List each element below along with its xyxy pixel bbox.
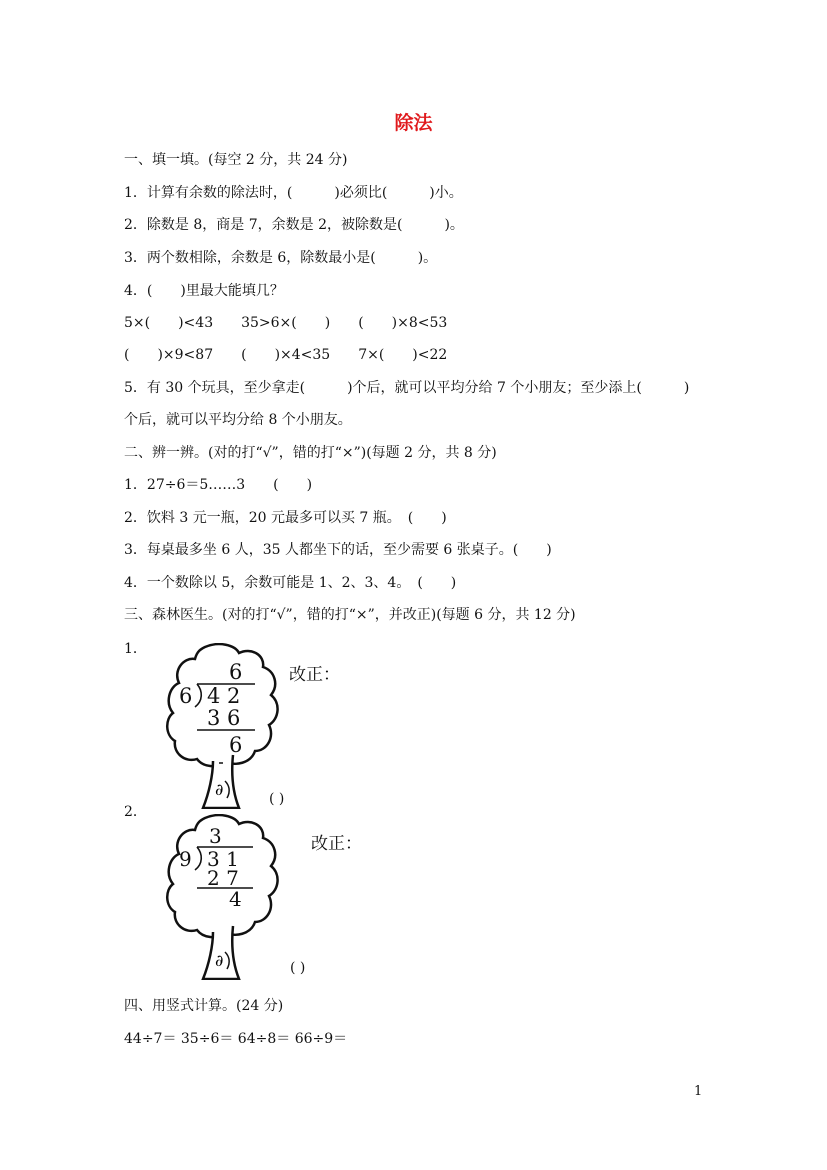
quotient: 6 <box>229 660 243 684</box>
section-2-heading: 二、辨一辨。(对的打“√”，错的打“×”)(每题 2 分，共 8 分) <box>124 445 497 461</box>
question-1-1: 1．计算有余数的除法时，( )必须比( )小。 <box>124 185 463 201</box>
remainder: 4 <box>229 887 242 911</box>
question-1-3: 3．两个数相除，余数是 6，除数最小是( )。 <box>124 250 438 266</box>
question-2-1: 1．27÷6＝5……3 ( ) <box>124 477 313 493</box>
remainder: 6 <box>229 733 243 757</box>
vertical-calc-problems: 44÷7＝ 35÷6＝ 64÷8＝ 66÷9＝ <box>124 1031 348 1047</box>
question-1-4: 4．( )里最大能填几？ <box>124 283 284 299</box>
question-1-5: 5．有 30 个玩具，至少拿走( )个后，就可以平均分给 7 个小朋友；至少添上( ) <box>124 380 690 396</box>
trunk-scribble: ∂ <box>215 951 224 970</box>
divisor: 6 <box>179 684 193 708</box>
product: 2 7 <box>207 866 239 890</box>
question-1-5-cont: 个后，就可以平均分给 8 个小朋友。 <box>124 412 352 428</box>
question-3-1-number: 1． <box>124 641 147 657</box>
divisor: 9 <box>179 847 192 871</box>
question-2-2: 2．饮料 3 元一瓶，20 元最多可以买 7 瓶。 ( ) <box>124 510 447 526</box>
section-3-heading: 三、森林医生。(对的打“√”，错的打“×”，并改正)(每题 6 分，共 12 分) <box>124 607 576 623</box>
dividend: 3 1 <box>207 847 239 871</box>
question-1-2: 2．除数是 8，商是 7，余数是 2，被除数是( )。 <box>124 217 464 233</box>
fix-label-2: 改正： <box>311 834 362 854</box>
page-number: 1 <box>694 1084 703 1099</box>
question-2-4: 4．一个数除以 5，余数可能是 1、2、3、4。 ( ) <box>124 575 457 591</box>
question-3-2-number: 2． <box>124 804 147 820</box>
page-title: 除法 <box>394 112 433 134</box>
tree-2-division-illustration <box>165 814 283 980</box>
answer-paren-2: ( ) <box>290 960 306 976</box>
trunk-scribble: ∂ <box>215 780 224 799</box>
dividend: 4 2 <box>207 684 241 708</box>
question-2-3: 3．每桌最多坐 6 人，35 人都坐下的话，至少需要 6 张桌子。( ) <box>124 542 552 558</box>
section-1-heading: 一、填一填。(每空 2 分，共 24 分) <box>124 152 348 168</box>
tree-1-division-illustration <box>165 643 283 809</box>
product: 3 6 <box>207 706 241 730</box>
inequality-row-1: 5×( )<43 35>6×( ) ( )×8<53 <box>124 315 448 331</box>
answer-paren-1: ( ) <box>269 791 285 807</box>
section-4-heading: 四、用竖式计算。(24 分) <box>124 998 284 1014</box>
inequality-row-2: ( )×9<87 ( )×4<35 7×( )<22 <box>124 347 448 363</box>
fix-label-1: 改正： <box>289 665 340 685</box>
quotient: 3 <box>209 824 222 848</box>
